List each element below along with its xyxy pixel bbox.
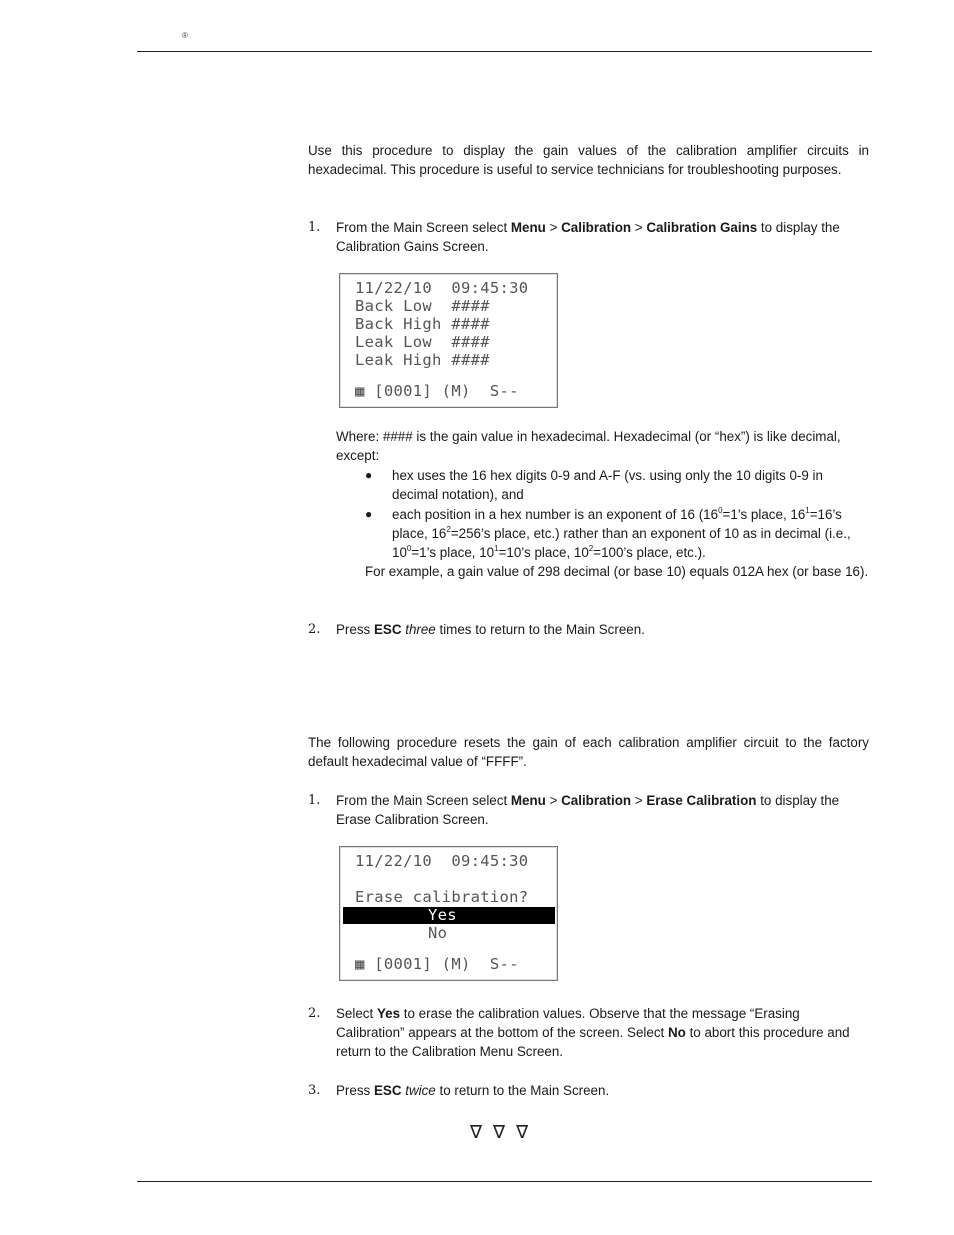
- step-text: to display the Erase Calibration Screen.: [336, 793, 840, 827]
- gains-step-2: [308, 620, 869, 639]
- lcd-no-option: No: [428, 924, 448, 942]
- bullet-exponent: [365, 505, 869, 562]
- step-number: 1.: [308, 793, 321, 808]
- step-text: From the Main Screen select: [336, 220, 511, 235]
- erase-intro-paragraph: The following procedure resets the gain of each calibration amplifier circuit to the factory default hexadecimal value of “FFFF”.: [308, 735, 869, 769]
- gains-step-1: [308, 218, 869, 256]
- menu-label: Menu: [510, 220, 546, 235]
- erase-calibration-label: Erase Calibration: [646, 793, 757, 808]
- where-paragraph: Where: #### is the gain value in hexadecimal. Hexadecimal (or “hex”) is like decimal, except:: [336, 429, 841, 463]
- lcd-line-leak-high: Leak High ####: [355, 351, 490, 369]
- lcd-line-leak-low: Leak Low ####: [355, 333, 490, 351]
- step-text: Select: [336, 1006, 377, 1021]
- bullet-text: hex uses the 16 hex digits 0-9 and A-F (vs. using only the 10 digits 0-9 in decimal notation), and: [392, 468, 823, 502]
- lcd-datetime: 11/22/10 09:45:30: [355, 852, 529, 870]
- calibration-gains-label: Calibration Gains: [646, 220, 758, 235]
- step-text: From the Main Screen select: [336, 793, 511, 808]
- lcd-status-line: ▦ [0001] (M) S--: [355, 955, 519, 973]
- times-emphasis: twice: [405, 1083, 436, 1098]
- step-number: 2.: [308, 1006, 321, 1021]
- lcd-status-line: ▦ [0001] (M) S--: [355, 382, 519, 400]
- step-text: to return to the Main Screen.: [435, 1083, 610, 1098]
- separator: >: [631, 220, 647, 235]
- example-paragraph: For example, a gain value of 298 decimal (or base 10) equals 012A hex (or base 16).: [365, 564, 869, 579]
- step-text: Press: [336, 1083, 374, 1098]
- step-number: 3.: [308, 1083, 321, 1098]
- calibration-label: Calibration: [561, 220, 632, 235]
- esc-key-label: ESC: [373, 622, 402, 637]
- bullet-text: each position in a hex number is an exponent of 16 ($16^0=1’s$ place, $16^1=16’s$ place, $16^2=256’s$ place, etc.) rather than an exponent of 10 as in decimal (i.e., $10^0=1’s$ place, $10^1=10’s$ place, $10^2=100’s$ place, etc.).: [392, 506, 851, 560]
- header-rule: [137, 51, 872, 52]
- menu-label: Menu: [510, 793, 546, 808]
- step-number: 2.: [308, 622, 321, 637]
- calibration-label: Calibration: [561, 793, 632, 808]
- step-text: Press: [336, 622, 374, 637]
- lcd-line-back-low: Back Low ####: [355, 297, 490, 315]
- step-text: to erase the calibration values. Observe that the message “Erasing Calibration” appears at the bottom of the screen. Select: [336, 1006, 800, 1040]
- calibration-gains-screen: [339, 273, 558, 408]
- step-number: 1.: [308, 220, 321, 235]
- lcd-datetime: 11/22/10 09:45:30: [355, 279, 529, 297]
- erase-step-2: [308, 1004, 869, 1061]
- no-label: No: [667, 1025, 686, 1040]
- erase-step-1: [308, 791, 869, 829]
- lcd-yes-option-selected: [343, 907, 555, 924]
- footer-rule: [137, 1181, 872, 1182]
- gains-intro-paragraph: Use this procedure to display the gain values of the calibration amplifier circuits in hexadecimal. This procedure is useful to service technicians for troubleshooting purposes.: [308, 143, 869, 177]
- bullet-hex-digits: [365, 466, 869, 504]
- lcd-line-back-high: Back High ####: [355, 315, 490, 333]
- separator: >: [545, 793, 562, 808]
- step-text: times to return to the Main Screen.: [435, 622, 645, 637]
- bullet-dot: ●: [365, 468, 373, 482]
- step-text: to abort this procedure and return to the Calibration Menu Screen.: [336, 1025, 850, 1059]
- bullet-dot: ●: [365, 507, 373, 521]
- lcd-yes-label: Yes: [428, 906, 457, 924]
- end-of-section-mark: ∇∇∇: [470, 1122, 540, 1143]
- times-emphasis: three: [405, 622, 436, 637]
- lcd-erase-prompt: Erase calibration?: [355, 888, 529, 906]
- step-text: to display the Calibration Gains Screen.: [336, 220, 840, 254]
- separator: >: [631, 793, 647, 808]
- registered-mark: ®: [182, 31, 188, 40]
- esc-key-label: ESC: [373, 1083, 402, 1098]
- erase-step-3: [308, 1081, 869, 1100]
- erase-calibration-screen: [339, 846, 558, 981]
- yes-label: Yes: [376, 1006, 401, 1021]
- separator: >: [545, 220, 562, 235]
